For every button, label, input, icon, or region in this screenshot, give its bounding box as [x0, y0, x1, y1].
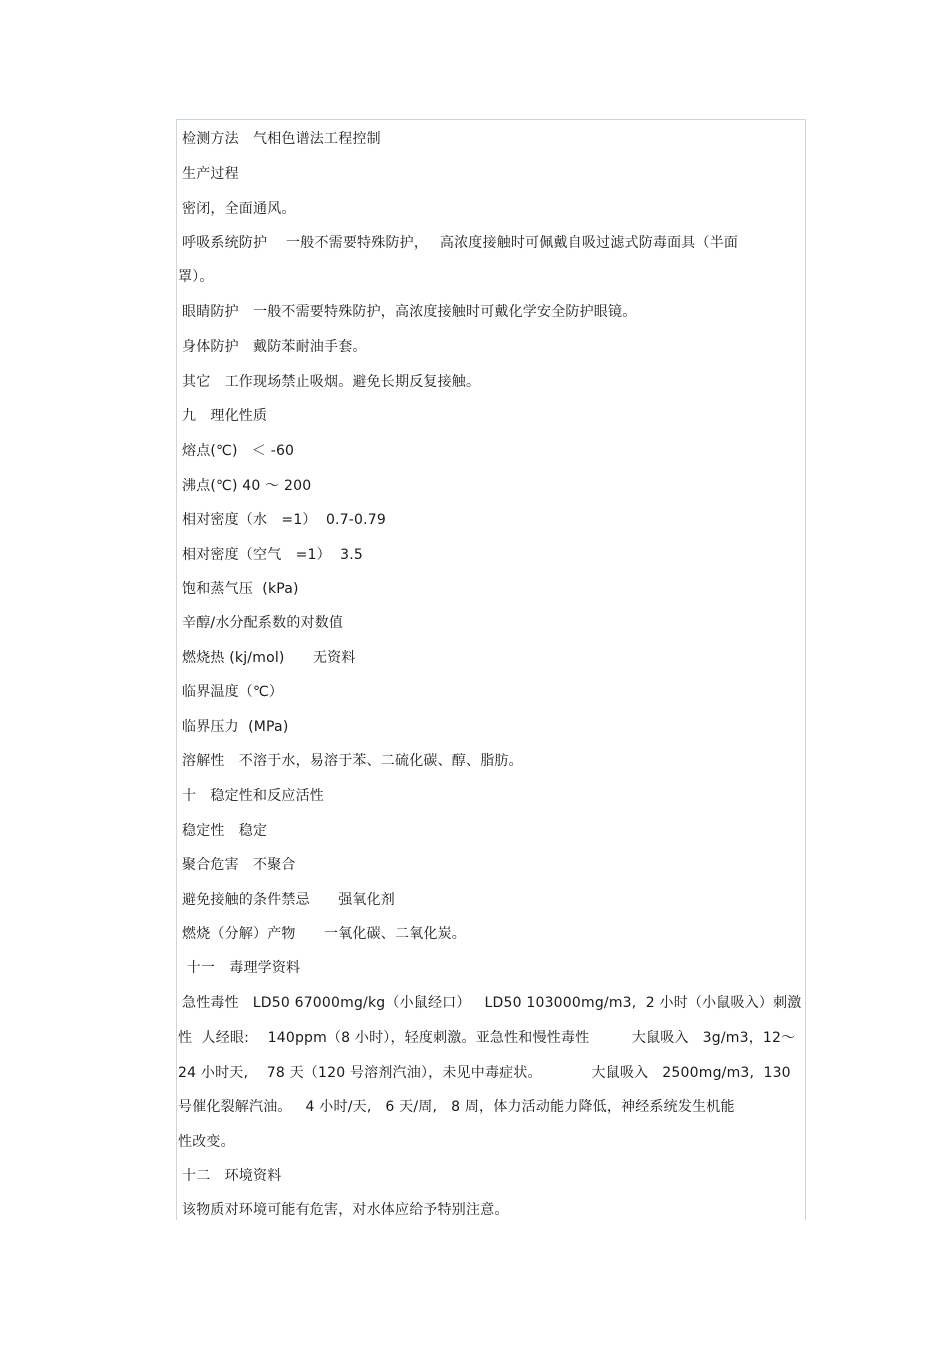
doc-line: 饱和蒸气压 (kPa) [182, 581, 299, 597]
doc-line: 罩）。 [178, 269, 214, 285]
document-panel [176, 119, 806, 1220]
doc-line: 呼吸系统防护 一般不需要特殊防护， 高浓度接触时可佩戴自吸过滤式防毒面具（半面 [182, 235, 739, 251]
doc-line: 沸点(℃) 40 ～ 200 [182, 478, 312, 494]
section-heading: 十一 毒理学资料 [182, 960, 301, 976]
doc-line: 该物质对环境可能有危害，对水体应给予特别注意。 [182, 1202, 509, 1218]
doc-line: 辛醇/水分配系数的对数值 [182, 615, 344, 631]
doc-line: 24 小时天, 78 天（120 号溶剂汽油），未见中毒症状。 大鼠吸入 2500mg/m3, 130 [178, 1065, 791, 1081]
doc-line: 燃烧热 (kj/mol) 无资料 [182, 650, 356, 666]
section-heading: 十 稳定性和反应活性 [182, 788, 324, 804]
doc-line: 性改变。 [178, 1134, 235, 1150]
doc-line: 检测方法 气相色谱法工程控制 [182, 131, 381, 147]
doc-line: 性 人经眼: 140ppm（8 小时），轻度刺激。亚急性和慢性毒性 大鼠吸入 3g/m3，12～ [178, 1030, 796, 1046]
doc-line: 稳定性 稳定 [182, 823, 268, 839]
doc-line: 避免接触的条件禁忌 强氧化剂 [182, 892, 395, 908]
doc-line: 相对密度（空气 =1） 3.5 [182, 547, 364, 563]
doc-line: 相对密度（水 =1） 0.7-0.79 [182, 512, 387, 528]
section-heading: 十二 环境资料 [182, 1168, 282, 1184]
doc-line: 熔点(℃) ＜ -60 [182, 443, 295, 459]
doc-line: 临界压力 (MPa) [182, 719, 289, 735]
doc-line: 急性毒性 LD50 67000mg/kg（小鼠经口） LD50 103000mg/m3, 2 小时（小鼠吸入）刺激 [182, 995, 802, 1011]
doc-line: 生产过程 [182, 166, 239, 182]
doc-line: 身体防护 戴防苯耐油手套。 [182, 339, 367, 355]
doc-line: 号催化裂解汽油。 4 小时/天, 6 天/周, 8 周，体力活动能力降低，神经系统发生机能 [178, 1099, 735, 1115]
section-heading: 九 理化性质 [182, 408, 268, 424]
doc-line: 其它 工作现场禁止吸烟。避免长期反复接触。 [182, 374, 481, 390]
doc-line: 临界温度（℃） [182, 684, 284, 700]
doc-line: 眼睛防护 一般不需要特殊防护，高浓度接触时可戴化学安全防护眼镜。 [182, 304, 637, 320]
doc-line: 燃烧（分解）产物 一氧化碳、二氧化炭。 [182, 926, 466, 942]
doc-line: 密闭，全面通风。 [182, 201, 296, 217]
doc-line: 聚合危害 不聚合 [182, 857, 296, 873]
doc-line: 溶解性 不溶于水，易溶于苯、二硫化碳、醇、脂肪。 [182, 753, 523, 769]
